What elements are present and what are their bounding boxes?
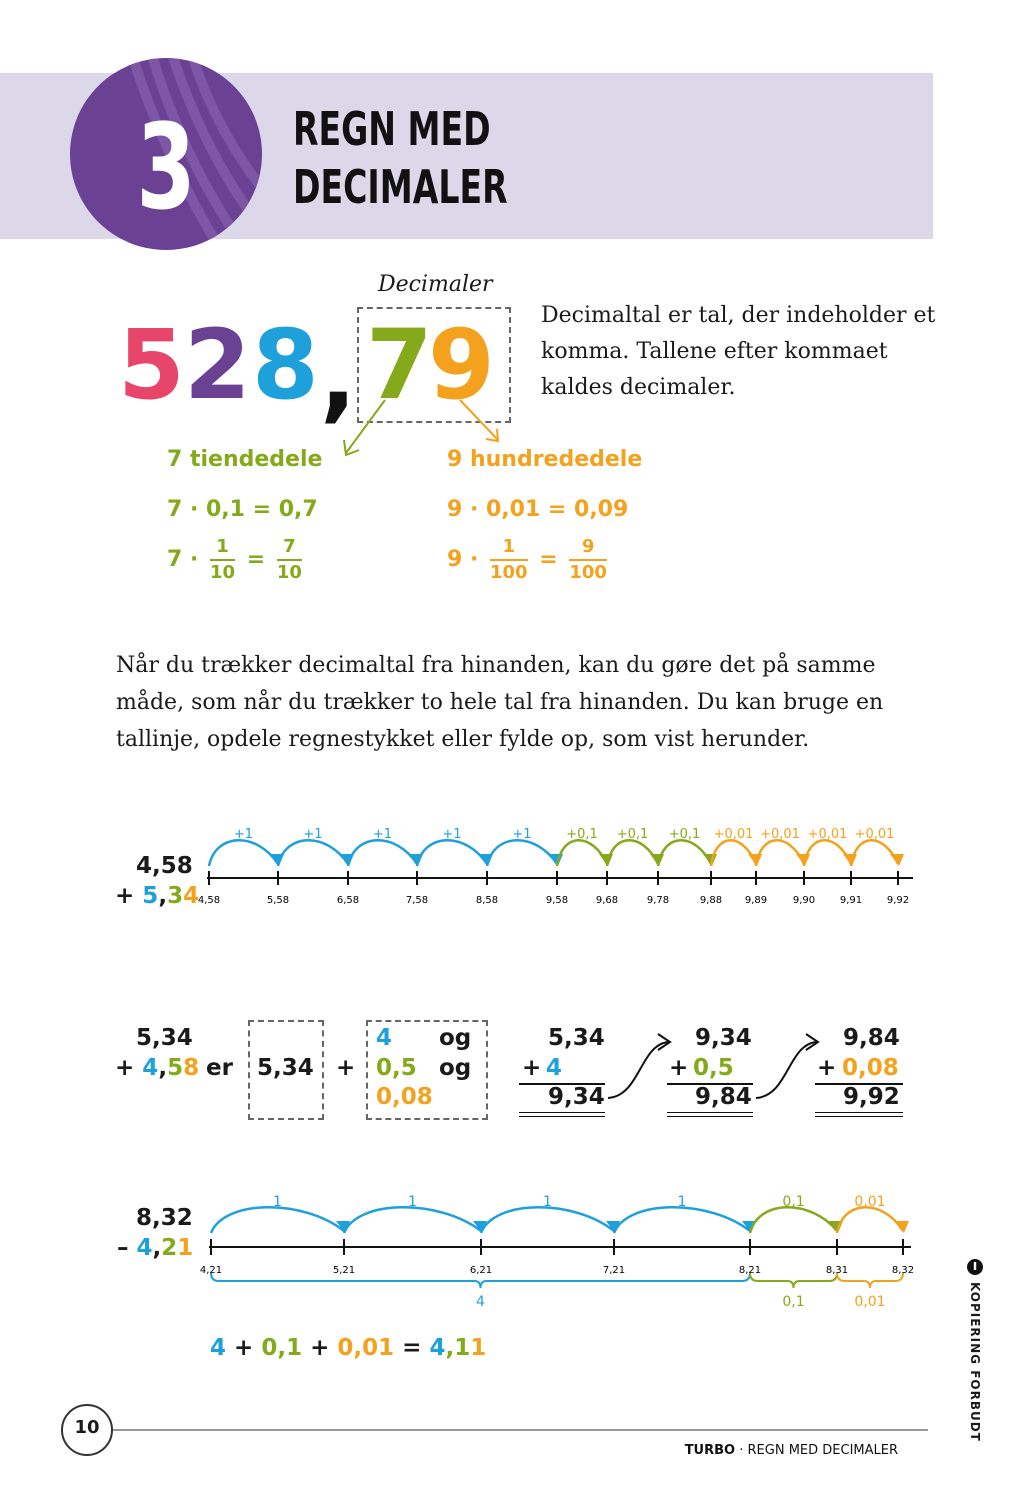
chapter-badge bbox=[70, 58, 262, 250]
nl1-jump-label: +1 bbox=[303, 827, 323, 842]
nl1-b-b: 3 bbox=[167, 883, 184, 909]
result-plus-2: + bbox=[310, 1335, 330, 1361]
split-og-1: og bbox=[439, 1025, 472, 1051]
nl1-tick-label: 5,58 bbox=[266, 895, 290, 906]
step1-b: 4 bbox=[546, 1055, 563, 1081]
title-line-2: DECIMALER bbox=[293, 160, 508, 214]
page-number: 10 bbox=[74, 1417, 100, 1438]
split-b-a: 4 bbox=[142, 1055, 159, 1081]
digit-comma: , bbox=[320, 321, 357, 433]
result-c: 0,01 bbox=[337, 1335, 395, 1361]
hundredths-eq2-eq: = bbox=[539, 547, 558, 572]
nl2-tick-label: 6,21 bbox=[469, 1265, 493, 1276]
nl2-jump-label: 1 bbox=[273, 1194, 282, 1210]
result-equals: = bbox=[402, 1335, 422, 1361]
step1-op: + bbox=[522, 1055, 542, 1081]
step3-double-rule bbox=[815, 1112, 903, 1117]
hundredths-eq2-lead: 9 · bbox=[447, 547, 479, 572]
result-r2: ,1 bbox=[445, 1335, 471, 1361]
nl2-jump-label: 1 bbox=[408, 1194, 417, 1210]
nl2-b-c: 1 bbox=[177, 1235, 194, 1261]
nl1-jump-arrow bbox=[417, 840, 487, 866]
nl2-jump-label: 1 bbox=[543, 1194, 552, 1210]
nl1-tick-label: 9,78 bbox=[646, 895, 670, 906]
step2-a: 9,34 bbox=[695, 1025, 752, 1051]
nl1-tick-label: 9,88 bbox=[699, 895, 723, 906]
split-plus: + bbox=[336, 1055, 356, 1081]
nl1-jump-label: +0,1 bbox=[616, 827, 649, 842]
nl2-bottom bbox=[117, 1235, 193, 1261]
split-box2-l2: 0,5 bbox=[376, 1055, 417, 1081]
split-og-2: og bbox=[439, 1055, 472, 1081]
hundredths-eq2 bbox=[447, 535, 611, 585]
tenths-eq2-lead: 7 · bbox=[167, 547, 199, 572]
nl1-top: 4,58 bbox=[136, 853, 193, 879]
split-top: 5,34 bbox=[136, 1025, 193, 1051]
nl1-jump-arrow bbox=[209, 840, 278, 866]
tenths-label: 7 tiendedele bbox=[167, 447, 323, 472]
tenths-frac1: $\frac{1}{10}$ bbox=[210, 536, 236, 583]
nl1-tick-label: 6,58 bbox=[336, 895, 360, 906]
split-bottom bbox=[115, 1055, 199, 1081]
nl2-b-b: 2 bbox=[161, 1235, 178, 1261]
result-plus-1: + bbox=[234, 1335, 254, 1361]
nl2-b-comma: , bbox=[152, 1235, 162, 1261]
footer-brand: TURBO bbox=[684, 1443, 736, 1458]
result-a: 4 bbox=[210, 1335, 227, 1361]
nl2-jump-label: 0,01 bbox=[854, 1194, 886, 1210]
nl2-brace-label: 4 bbox=[476, 1294, 485, 1310]
nl1-jump-label: +0,01 bbox=[760, 827, 800, 842]
tenths-frac2: $\frac{7}{10}$ bbox=[276, 536, 302, 583]
split-b-comma: , bbox=[158, 1055, 168, 1081]
nl1-bottom bbox=[115, 883, 199, 909]
nl2-op: – bbox=[117, 1235, 129, 1261]
nl1-jump-arrow bbox=[348, 840, 417, 866]
hundredths-label: 9 hundrededele bbox=[447, 447, 643, 472]
nl1-op: + bbox=[115, 883, 135, 909]
split-box1-value: 5,34 bbox=[257, 1055, 314, 1081]
nl1-tick-label: 9,92 bbox=[886, 895, 910, 906]
nl2-jump-arrow bbox=[614, 1207, 750, 1233]
step2-double-rule bbox=[667, 1112, 753, 1117]
digit-2: 2 bbox=[184, 309, 251, 421]
tenths-eq1: 7 · 0,1 = 0,7 bbox=[167, 497, 318, 522]
split-box2-l1: 4 bbox=[376, 1025, 393, 1051]
footer-sep: · bbox=[739, 1443, 744, 1458]
decimals-label: Decimaler bbox=[378, 272, 493, 297]
nl1-jump-label: +1 bbox=[372, 827, 393, 842]
nl1-jump-label: +0,01 bbox=[807, 827, 848, 842]
nl1-jump-arrow bbox=[804, 840, 851, 866]
digit-8: 8 bbox=[252, 309, 319, 421]
nl2-jump-arrow bbox=[211, 1207, 344, 1233]
step1-result: 9,34 bbox=[548, 1084, 605, 1110]
nl1-jump-label: +0,01 bbox=[854, 827, 895, 842]
nl1-tick-label: 7,58 bbox=[405, 895, 429, 906]
chapter-number: 3 bbox=[136, 100, 196, 237]
step2-op: + bbox=[669, 1055, 689, 1081]
split-b-b: 5 bbox=[167, 1055, 184, 1081]
nl1-jump-arrow bbox=[711, 840, 756, 866]
digit-5: 5 bbox=[118, 309, 185, 421]
split-b-c: 8 bbox=[183, 1055, 200, 1081]
nl2-jump-label: 0,1 bbox=[782, 1194, 805, 1210]
nl2-jump-arrow bbox=[481, 1207, 614, 1233]
hundredths-frac2: $\frac{9}{100}$ bbox=[569, 536, 607, 583]
nl2-b-a: 4 bbox=[136, 1235, 153, 1261]
split-er: er bbox=[206, 1055, 233, 1081]
step3-op: + bbox=[817, 1055, 837, 1081]
tenths-eq2-eq: = bbox=[246, 547, 266, 572]
result-r3: 1 bbox=[470, 1335, 487, 1361]
step-arrows bbox=[600, 1030, 830, 1105]
digit-7: 7 bbox=[366, 309, 433, 421]
step3-a: 9,84 bbox=[843, 1025, 900, 1051]
nl1-jump-arrow bbox=[756, 840, 804, 866]
info-icon bbox=[966, 1258, 984, 1276]
digit-9: 9 bbox=[428, 309, 495, 421]
explanation-paragraph: Når du trækker decimaltal fra hinanden, kan du gøre det på samme måde, som når du trækker to hele tal fra hinanden. Du kan bruge en tallinje, opdele regnestykket eller fylde op, som vist herunder. bbox=[116, 653, 884, 752]
hundredths-frac1: $\frac{1}{100}$ bbox=[490, 536, 528, 583]
nl1-tick-label: 9,58 bbox=[545, 895, 569, 906]
nl2-tick-label: 5,21 bbox=[332, 1265, 356, 1276]
copy-notice: KOPIERING FORBUDT bbox=[968, 1282, 982, 1442]
nl1-tick-label: 9,68 bbox=[595, 895, 619, 906]
nl2-jump-arrow bbox=[344, 1207, 481, 1233]
nl1-jump-arrow bbox=[557, 840, 607, 866]
page-title bbox=[293, 100, 508, 216]
step3-b: 0,08 bbox=[842, 1055, 899, 1081]
nl1-tick-label: 8,58 bbox=[475, 895, 499, 906]
nl1-b-c: 4 bbox=[183, 883, 200, 909]
step2-b: 0,5 bbox=[693, 1055, 734, 1081]
nl1-jump-arrow bbox=[487, 840, 557, 866]
footer-section: REGN MED DECIMALER bbox=[747, 1443, 898, 1458]
nl1-jump-arrow bbox=[658, 840, 711, 866]
nl1-jump-arrow bbox=[851, 840, 898, 866]
result-b: 0,1 bbox=[261, 1335, 303, 1361]
nl1-tick-label: 9,90 bbox=[792, 895, 816, 906]
nl2-tick-label: 8,31 bbox=[825, 1265, 849, 1276]
step2-result: 9,84 bbox=[695, 1084, 752, 1110]
step1-a: 5,34 bbox=[548, 1025, 605, 1051]
nl1-b-comma: , bbox=[158, 883, 168, 909]
nl2-brace-label: 0,01 bbox=[854, 1294, 886, 1310]
nl2-top: 8,32 bbox=[136, 1205, 193, 1231]
nl1-jump-label: +1 bbox=[442, 827, 462, 842]
footer-label bbox=[685, 1443, 898, 1458]
hundredths-eq1: 9 · 0,01 = 0,09 bbox=[447, 497, 629, 522]
title-line-1: REGN MED bbox=[293, 102, 491, 156]
number-line-2 bbox=[195, 1185, 925, 1315]
step1-double-rule bbox=[519, 1112, 605, 1117]
nl1-jump-label: +0,1 bbox=[668, 827, 701, 842]
step3-result: 9,92 bbox=[843, 1084, 900, 1110]
tenths-eq2 bbox=[167, 535, 306, 585]
nl2-brace-label: 0,1 bbox=[782, 1294, 805, 1310]
nl1-tick-label: 9,91 bbox=[839, 895, 863, 906]
nl2-tick-label: 7,21 bbox=[602, 1265, 626, 1276]
result-r1: 4 bbox=[429, 1335, 446, 1361]
result-equation bbox=[210, 1335, 486, 1361]
nl2-tick-label: 8,32 bbox=[891, 1265, 915, 1276]
nl2-tick-label: 4,21 bbox=[199, 1265, 223, 1276]
nl1-jump-arrow bbox=[607, 840, 658, 866]
nl1-jump-arrow bbox=[278, 840, 348, 866]
nl2-jump-arrow bbox=[750, 1207, 837, 1233]
nl1-tick-label: 9,89 bbox=[744, 895, 768, 906]
nl2-brace bbox=[750, 1273, 837, 1288]
split-box2-l3: 0,08 bbox=[376, 1084, 433, 1110]
nl1-jump-label: +0,01 bbox=[713, 827, 754, 842]
nl1-jump-label: +0,1 bbox=[566, 827, 598, 842]
nl1-jump-label: +1 bbox=[512, 827, 532, 842]
nl2-tick-label: 8,21 bbox=[738, 1265, 762, 1276]
split-op: + bbox=[115, 1055, 135, 1081]
nl1-jump-label: +1 bbox=[233, 827, 254, 842]
nl1-tick-label: 4,58 bbox=[197, 895, 221, 906]
nl1-b-a: 5 bbox=[142, 883, 159, 909]
number-line-1 bbox=[195, 815, 925, 915]
nl2-jump-arrow bbox=[837, 1207, 903, 1233]
intro-text: Decimaltal er tal, der indeholder et komma. Tallene efter kommaet kaldes decimaler. bbox=[541, 303, 936, 400]
nl2-jump-label: 1 bbox=[677, 1194, 687, 1210]
